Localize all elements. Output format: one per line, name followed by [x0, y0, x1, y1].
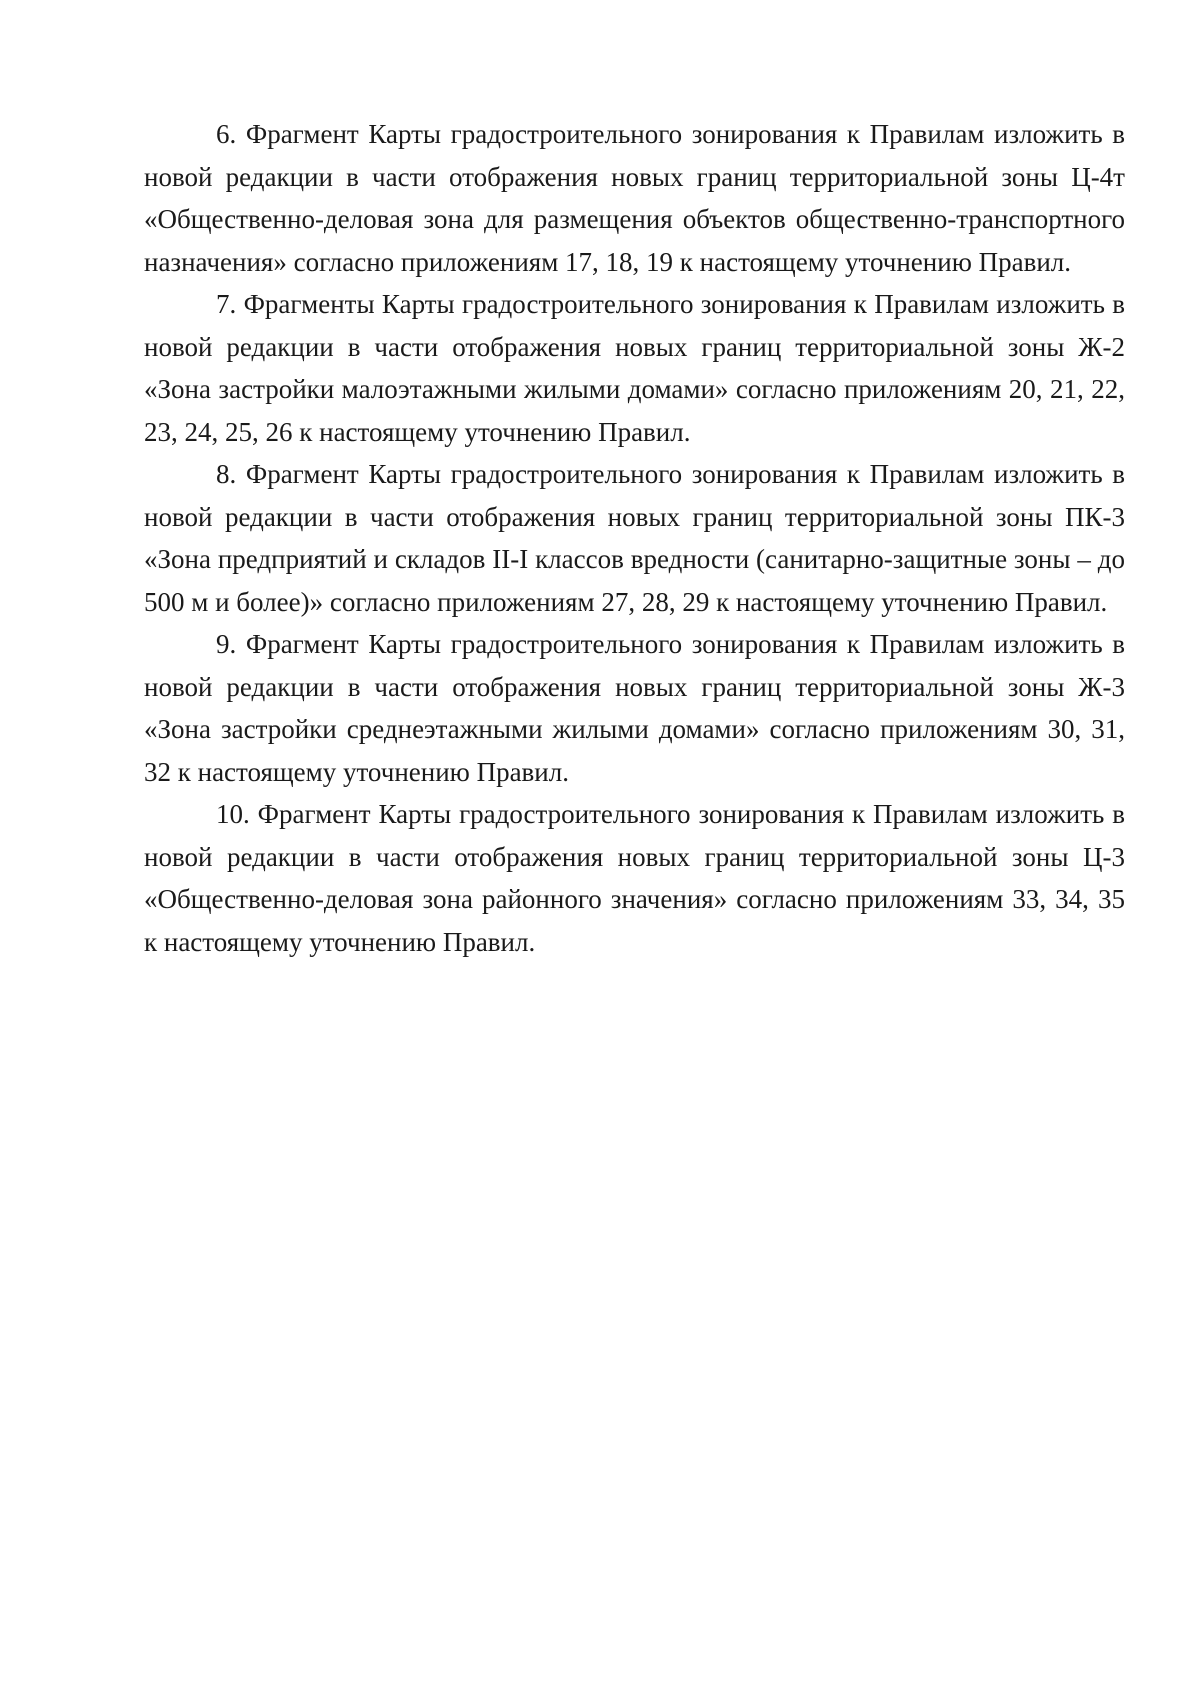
paragraph-item-7: 7. Фрагменты Карты градостроительного зонирования к Правилам изложить в новой редакции в части отображения новых границ территориальной зоны Ж-2 «Зона застройки малоэтажными жилыми домами» согласно приложениям 20, 21, 22, 23, 24, 25, 26 к настоящему уточнению Правил.	[144, 289, 1125, 447]
paragraph-item-6: 6. Фрагмент Карты градостроительного зонирования к Правилам изложить в новой редакции в части отображения новых границ территориальной зоны Ц-4т «Общественно-деловая зона для размещения объектов общественно-транспортного назначения» согласно приложениям 17, 18, 19 к настоящему уточнению Правил.	[144, 119, 1125, 277]
paragraph-item-8: 8. Фрагмент Карты градостроительного зонирования к Правилам изложить в новой редакции в части отображения новых границ территориальной зоны ПК-3 «Зона предприятий и складов II-I классов вредности (санитарно-защитные зоны – до 500 м и более)» согласно приложениям 27, 28, 29 к настоящему уточнению Правил.	[144, 459, 1125, 617]
paragraph-item-9: 9. Фрагмент Карты градостроительного зонирования к Правилам изложить в новой редакции в части отображения новых границ территориальной зоны Ж-3 «Зона застройки среднеэтажными жилыми домами» согласно приложениям 30, 31, 32 к настоящему уточнению Правил.	[144, 629, 1125, 787]
document-body	[144, 113, 1125, 963]
paragraph-item-10: 10. Фрагмент Карты градостроительного зонирования к Правилам изложить в новой редакции в части отображения новых границ территориальной зоны Ц-3 «Общественно-деловая зона районного значения» согласно приложениям 33, 34, 35 к настоящему уточнению Правил.	[144, 799, 1125, 957]
